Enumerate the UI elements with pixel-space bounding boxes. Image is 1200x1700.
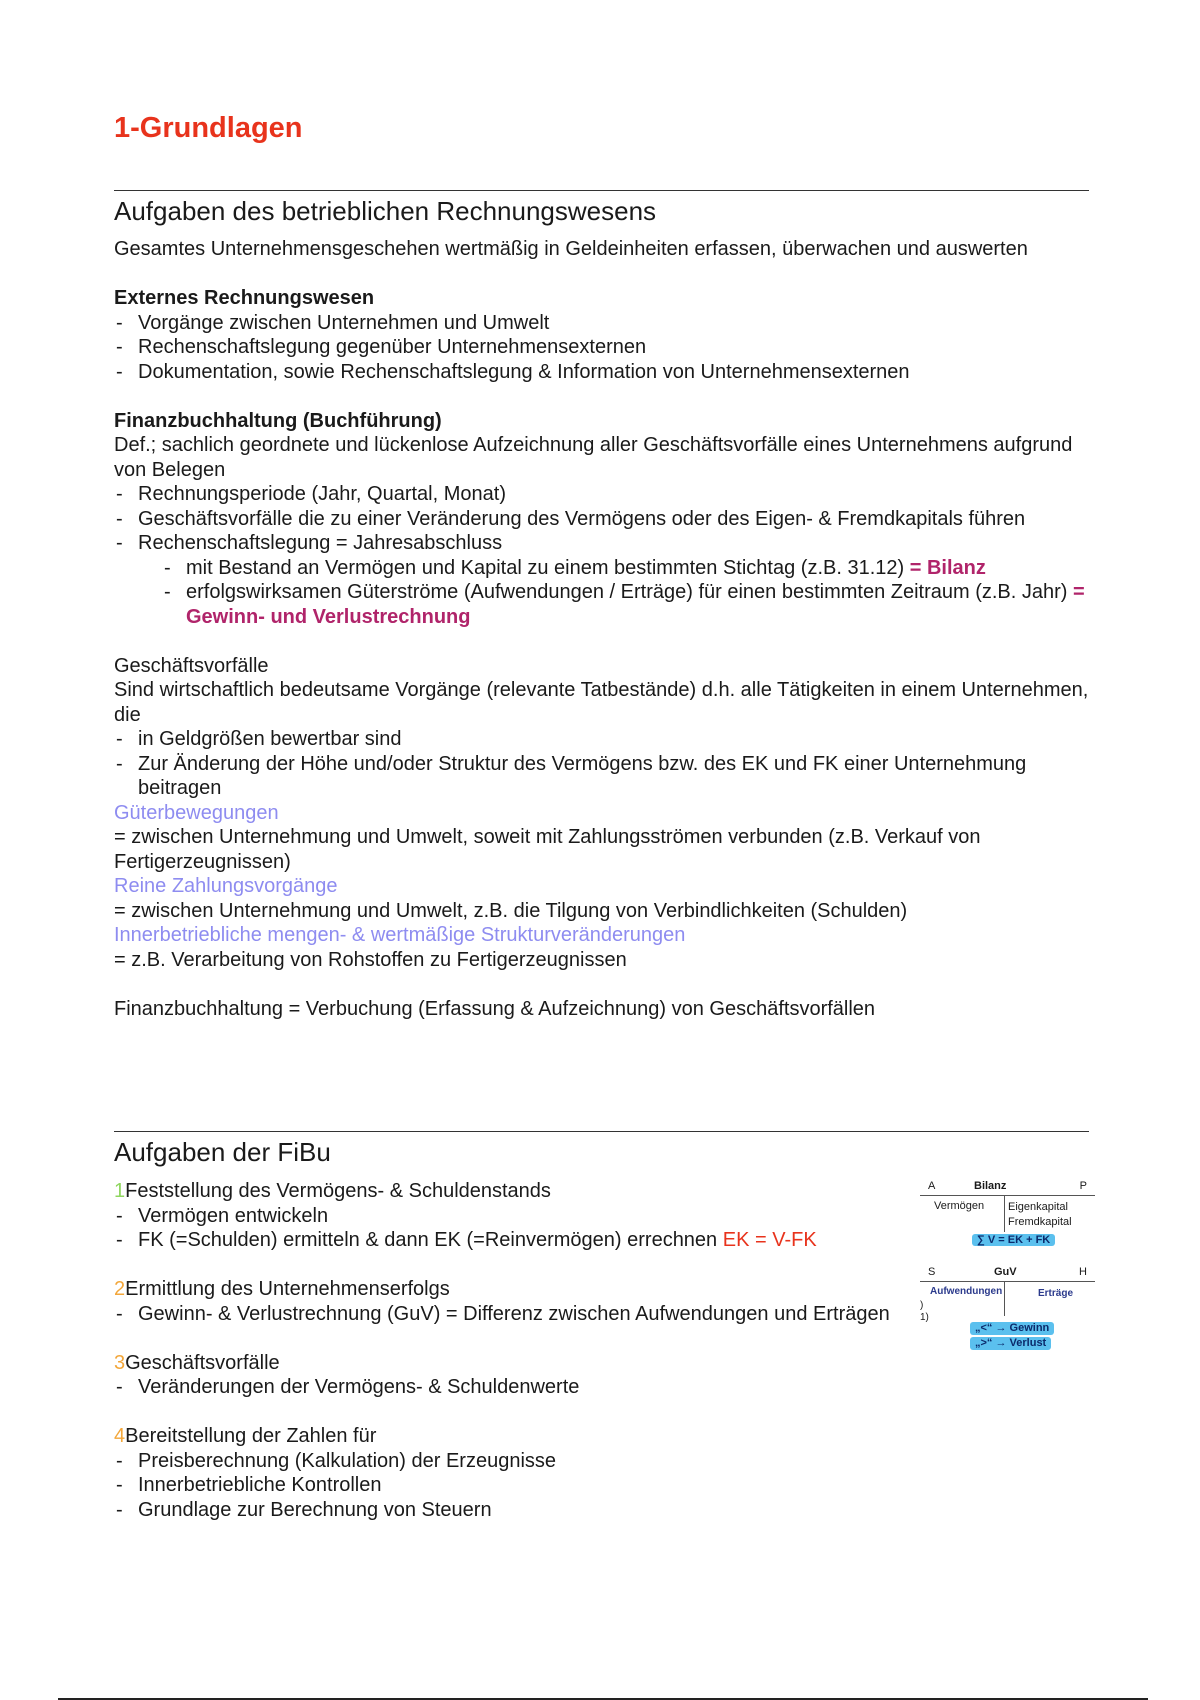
guv-title: GuV [994, 1266, 1017, 1278]
list-item: - Rechenschaftslegung gegenüber Unternehmensexternen [114, 335, 1094, 360]
document-title: 1-Grundlagen [114, 112, 303, 144]
gewinn-tag: „<“ → Gewinn [970, 1322, 1054, 1335]
t-account-diagram [920, 1180, 1095, 1350]
list-item: - Grundlage zur Berechnung von Steuern [114, 1498, 904, 1523]
task-1-title [114, 1179, 904, 1204]
gueter-text: = zwischen Unternehmung und Umwelt, soweit mit Zahlungsströmen verbunden (z.B. Verkauf von Fertigerzeugnissen) [114, 826, 981, 873]
guv-note-marks [920, 1300, 929, 1324]
guv-left-label: S [928, 1266, 936, 1278]
guv-left-entry: Aufwendungen [930, 1286, 1003, 1297]
task-number: 1 [114, 1180, 126, 1202]
bilanz-right-label: P [1079, 1180, 1087, 1192]
task-number: 4 [114, 1425, 126, 1447]
inner-title: Innerbetriebliche mengen- & wertmäßige Strukturveränderungen [114, 924, 686, 946]
gueter-title: Güterbewegungen [114, 801, 279, 824]
guv-right-label: H [1079, 1266, 1087, 1278]
fibu-definition: Def.; sachlich geordnete und lückenlose Aufzeichnung aller Geschäftsvorfälle eines Unternehmens aufgrund von Belegen [114, 434, 1073, 481]
list-item: - Gewinn- & Verlustrechnung (GuV) = Differenz zwischen Aufwendungen und Erträgen [114, 1302, 904, 1327]
section-heading-fibu: Aufgaben der FiBu [114, 1137, 331, 1167]
gv-list [114, 727, 1094, 801]
list-item-text: FK (=Schulden) ermitteln & dann EK (=Reinvermögen) errechnen [138, 1229, 718, 1251]
sub-item-text: mit Bestand an Vermögen und Kapital zu einem bestimmten Stichtag (z.B. 31.12) [186, 556, 905, 579]
bilanz-right-entries [1008, 1200, 1072, 1230]
task-4-list [114, 1449, 904, 1523]
list-item [114, 1228, 904, 1253]
fibu-summary: Finanzbuchhaltung = Verbuchung (Erfassung & Aufzeichnung) von Geschäftsvorfällen [114, 997, 876, 1020]
guv-right-entry: Erträge [1038, 1288, 1074, 1299]
externes-list [114, 311, 1094, 385]
sub-list-item [162, 556, 1094, 581]
task-title-text: Feststellung des Vermögens- & Schuldenstands [125, 1180, 551, 1202]
sub-item-text: erfolgswirksamen Güterströme (Aufwendungen / Erträge) für einen bestimmten Zeitraum (z.B. Jahr) [186, 581, 1068, 603]
guv-header [920, 1266, 1095, 1280]
task-title-text: Geschäftsvorfälle [125, 1351, 280, 1374]
section-divider [114, 1131, 1089, 1132]
guv-body [920, 1282, 1095, 1323]
bilanz-formula-wrap [972, 1234, 1095, 1246]
list-item: - Preisberechnung (Kalkulation) der Erzeugnisse [114, 1449, 904, 1474]
list-item-text: Rechenschaftslegung = Jahresabschluss [138, 532, 503, 554]
gv-title: Geschäftsvorfälle [114, 654, 269, 677]
bilanz-account [920, 1180, 1095, 1246]
bilanz-right-entry: Eigenkapital [1008, 1201, 1068, 1213]
section-heading-rechnungswesen: Aufgaben des betrieblichen Rechnungswesens [114, 196, 657, 226]
gv-definition: Sind wirtschaftlich bedeutsame Vorgänge (relevante Tatbestände) d.h. alle Tätigkeiten in einem Unternehmen, die [114, 679, 1089, 726]
task-1-list [114, 1204, 904, 1253]
bilanz-divider [1004, 1196, 1005, 1232]
section-rechnungswesen-body [114, 237, 1094, 1021]
list-item: - in Geldgrößen bewertbar sind [114, 727, 1094, 752]
fibu-sublist [162, 556, 1094, 630]
list-item: - Vorgänge zwischen Unternehmen und Umwelt [114, 311, 1094, 336]
bilanz-body [920, 1196, 1095, 1232]
section-fibu-body [114, 1179, 904, 1522]
list-item: - Innerbetriebliche Kontrollen [114, 1473, 904, 1498]
task-4-title [114, 1424, 904, 1449]
task-title-text: Ermittlung des Unternehmenserfolgs [125, 1278, 450, 1300]
bilanz-accent: = Bilanz [909, 556, 986, 579]
section-divider [114, 190, 1089, 191]
task-title-text: Bereitstellung der Zahlen für [125, 1425, 377, 1447]
bilanz-title: Bilanz [974, 1180, 1007, 1192]
task-3-title [114, 1351, 904, 1376]
intro-text: Gesamtes Unternehmensgeschehen wertmäßig in Geldeinheiten erfassen, überwachen und auswerten [114, 238, 1028, 260]
paren-mark: 1) [920, 1312, 929, 1323]
guv-divider [1004, 1282, 1005, 1316]
task-number: 3 [114, 1351, 126, 1374]
task-3-list [114, 1375, 904, 1400]
guv-account [920, 1266, 1095, 1350]
bilanz-right-entry: Fremdkapital [1008, 1216, 1072, 1228]
list-item: - Rechnungsperiode (Jahr, Quartal, Monat) [114, 482, 1094, 507]
list-item: - Zur Änderung der Höhe und/oder Struktur des Vermögens bzw. des EK und FK einer Unternehmung beitragen [114, 752, 1094, 801]
externes-title: Externes Rechnungswesen [114, 287, 375, 309]
list-item [114, 531, 1094, 629]
inner-text: = z.B. Verarbeitung von Rohstoffen zu Fertigerzeugnissen [114, 948, 627, 971]
paren-mark: ) [920, 1300, 924, 1311]
bilanz-formula: ∑ V = EK + FK [972, 1234, 1055, 1246]
ek-formula: EK = V-FK [722, 1229, 817, 1251]
zahlung-text: = zwischen Unternehmung und Umwelt, z.B. die Tilgung von Verbindlichkeiten (Schulden) [114, 899, 908, 922]
task-2-list [114, 1302, 904, 1327]
list-item: - Vermögen entwickeln [114, 1204, 904, 1229]
guv-accent: = Gewinn- und Verlustrechnung [186, 581, 1085, 628]
fibu-list [114, 482, 1094, 629]
guv-result-tags [920, 1320, 1095, 1350]
fibu-title: Finanzbuchhaltung (Buchführung) [114, 409, 442, 432]
task-2-title [114, 1277, 904, 1302]
bilanz-header [920, 1180, 1095, 1194]
bilanz-left-entry: Vermögen [934, 1200, 985, 1212]
zahlung-title: Reine Zahlungsvorgänge [114, 875, 338, 897]
list-item: - Dokumentation, sowie Rechenschaftslegung & Information von Unternehmensexternen [114, 360, 1094, 385]
sub-list-item [162, 580, 1094, 629]
verlust-tag: „>“ → Verlust [970, 1337, 1051, 1350]
list-item: - Veränderungen der Vermögens- & Schuldenwerte [114, 1375, 904, 1400]
task-number: 2 [114, 1278, 126, 1300]
bilanz-left-label: A [928, 1180, 936, 1192]
list-item: - Geschäftsvorfälle die zu einer Veränderung des Vermögens oder des Eigen- & Fremdkapitals führen [114, 507, 1094, 532]
